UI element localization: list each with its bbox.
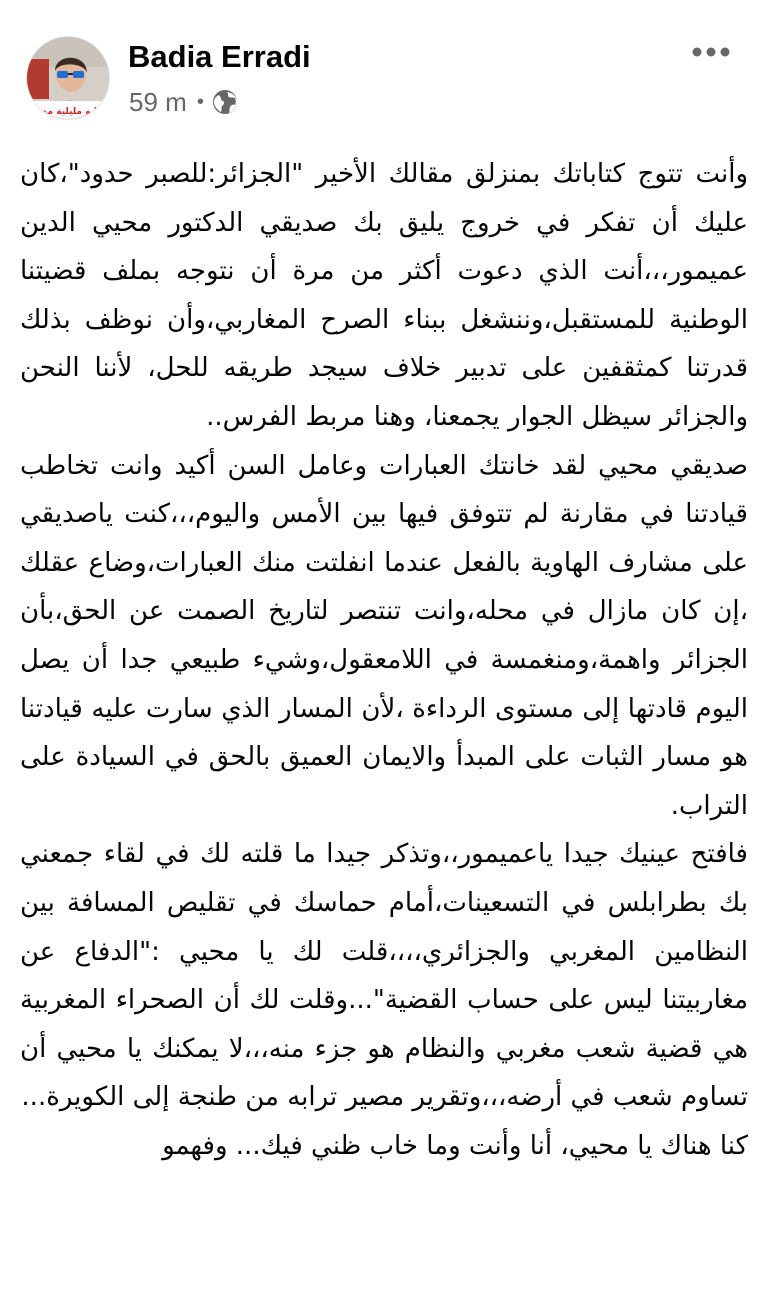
meta-separator: •	[196, 90, 204, 113]
post-time[interactable]: 59 m	[129, 86, 187, 117]
avatar-photo	[27, 37, 110, 120]
post-text	[20, 150, 748, 1316]
more-options-button[interactable]	[686, 34, 736, 70]
avatar[interactable]	[26, 36, 110, 120]
post-header	[0, 0, 768, 135]
post-paragraph-3: فافتح عينيك جيدا ياعميمور،،وتذكر جيدا ما قلته لك في لقاء جمعني بك بطرابلس في التسعينات،أمام حماسك في تقليص المسافة بين النظامين المغربي والجزائري،،،،قلت لك يا محيي :"الدفاع عن مغاربيتنا ليس على حساب القضية"...وقلت لك أن الصحراء المغربية هي قضية شعب مغربي والنظام هو جزء منه،،،لا يمكنك يا محيي أن تساوم شعب في أرضه،،،وتقرير مصير ترابه من طنجة إلى الكويرة...	[20, 839, 748, 1113]
post-meta	[129, 86, 238, 118]
more-horizontal-icon	[691, 46, 731, 58]
globe-icon[interactable]	[212, 89, 238, 115]
avatar-caption: نا و مليلية مغ	[41, 107, 101, 117]
post-paragraph-1: وأنت تتوج كتاباتك بمنزلق مقالك الأخير "الجزائر:للصبر حدود"،كان عليك أن تفكر في خروج يليق بك صديقي الدكتور محيي الدين عميمور،،،أنت الذي دعوت أكثر من مرة أن نتوجه بملف قضيتنا الوطنية للمستقبل،وننشغل ببناء الصرح المغاربي،وأن نوظف بذلك قدرتنا كمثقفين على تدبير خلاف سيجد طريقه للحل، لأننا النحن والجزائر سيظل الجوار يجمعنا، وهنا مربط الفرس..	[20, 159, 748, 432]
post-paragraph-4: كنا هناك يا محيي، أنا وأنت وما خاب ظني فيك... وفهمو	[162, 1130, 748, 1161]
post-paragraph-2: صديقي محيي لقد خانتك العبارات وعامل السن أكيد وانت تخاطب قيادتنا في مقارنة لم تتوفق فيها بين الأمس واليوم،،،كنت ياصديقي على مشارف الهاوية بالفعل عندما انفلتت منك العبارات،وضاع عقلك ،إن كان مازال في محله،وانت تنتصر لتاريخ الصمت عن الحق،بأن الجزائر واهمة،ومنغمسة في اللامعقول،وشيء طبيعي جدا أن يصل اليوم قادتها إلى مستوى الرداءة ،لأن المسار الذي سارت عليه قيادتنا هو مسار الثبات على المبدأ والايمان العميق بالحق في السيادة على التراب.	[20, 450, 748, 821]
author-name[interactable]: Badia Erradi	[128, 39, 311, 74]
